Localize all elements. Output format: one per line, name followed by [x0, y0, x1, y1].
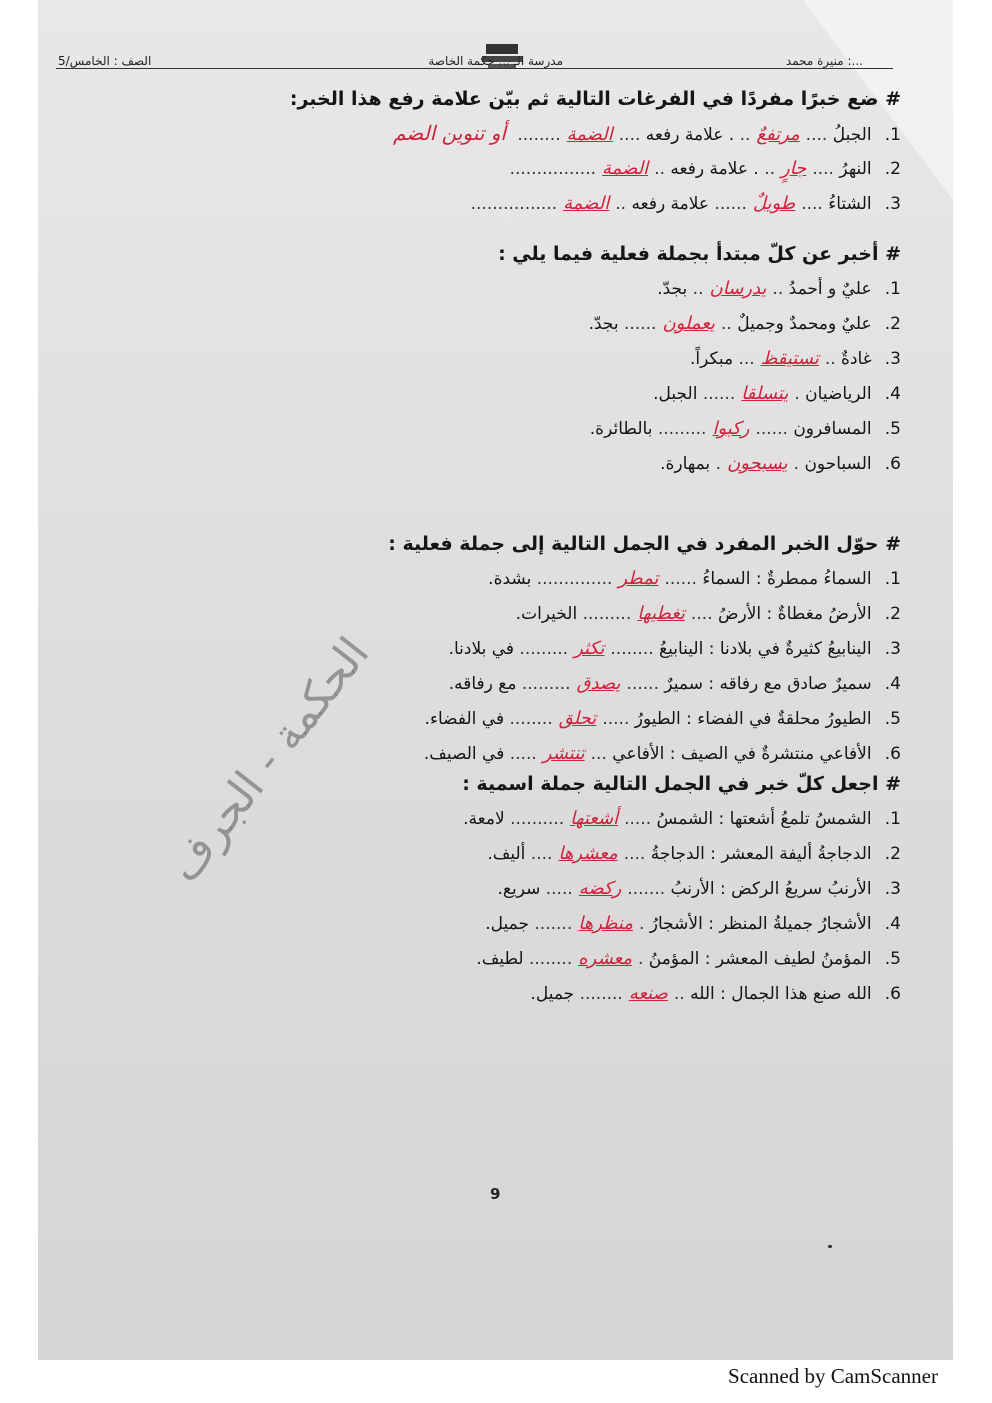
handwritten-answer: يسبحون [726, 453, 788, 474]
section-4-title: # اجعل كلّ خبر في الجمل التالية جملة اسمية : [462, 773, 901, 795]
handwritten-answer: معشرها [558, 843, 618, 864]
handwritten-answer: يدرسان [709, 278, 767, 299]
exercise-item: 1. الجبلُ ....مرتفعٌ.. . علامة رفعه ....الضمة........ أو تنوين الضم [81, 116, 901, 151]
exercise-item: 2. عليٌ ومحمدٌ وجميلٌ ..يعملون...... بجدّ. [588, 313, 901, 334]
section-3 [81, 533, 901, 771]
exercise-item: 1. السماءُ ممطرةٌ : السماءُ ......تمطر.............. بشدة. [488, 568, 901, 589]
exercise-item: 2. الأرضُ مغطاةٌ : الأرضُ ....تغطيها......... الخيرات. [515, 603, 901, 624]
page-number: 9 [490, 1185, 501, 1203]
handwritten-answer: صنعه [628, 983, 668, 1004]
handwritten-answer: يصدق [576, 673, 621, 694]
handwritten-answer: الضمة [563, 193, 610, 214]
handwritten-answer: تمطر [618, 568, 659, 589]
grade-label: الصف : الخامس/5 [58, 54, 152, 68]
exercise-item: 6. الأفاعي منتشرةٌ في الصيف : الأفاعي ...تنتشر..... في الصيف. [423, 743, 901, 764]
handwritten-answer: جارٍ [781, 158, 807, 179]
worksheet-page [38, 0, 953, 1360]
exercise-item: 4. سميرٌ صادق مع رفاقه : سميرٌ ......يصدق......... مع رفاقه. [448, 673, 901, 694]
handwritten-answer: ركضه [578, 878, 622, 899]
handwritten-answer: معشره [578, 948, 632, 969]
handwritten-watermark: الحكمة - الجرف [158, 628, 380, 892]
header-divider [56, 68, 893, 69]
handwritten-answer: تغطيها [637, 603, 685, 624]
exercise-item: 4. الرياضيان .يتسلقا...... الجبل. [653, 383, 901, 404]
handwritten-answer: تستيقظ [760, 348, 819, 369]
exercise-item: 4. الأشجارُ جميلةُ المنظر : الأشجارُ .منظرها....... جميل. [485, 913, 901, 934]
handwritten-answer: تكثر [574, 638, 605, 659]
exercise-item: 2. النهرُ ....جارٍ.. . علامة رفعه ..الضمة................ [509, 158, 901, 179]
handwritten-answer: تنتشر [542, 743, 585, 764]
exercise-item: 1. عليٌ و أحمدُ ..يدرسان.. بجدّ. [657, 278, 901, 299]
exercise-item: 6. الله صنع هذا الجمال : الله ..صنعه........ جميل. [530, 983, 901, 1004]
handwritten-answer: الضمة [566, 124, 613, 145]
ink-dot [828, 1245, 832, 1248]
section-2 [81, 243, 901, 481]
section-2-title: # أخبر عن كلّ مبتدأ بجملة فعلية فيما يلي : [498, 243, 901, 265]
exercise-item: 5. المؤمنُ لطيف المعشر : المؤمنُ .معشره........ لطيف. [476, 948, 901, 969]
handwritten-answer: أشعتها [570, 808, 619, 829]
handwritten-answer: تحلق [558, 708, 597, 729]
handwritten-answer: ركبوا [712, 418, 750, 439]
handwritten-answer: مرتفعٌ [756, 124, 800, 145]
handwritten-answer: يعملون [662, 313, 716, 334]
exercise-item: 3. الينابيعُ كثيرةٌ في بلادنا : الينابيعُ ........تكثر......... في بلادنا. [448, 638, 901, 659]
handwritten-answer: الضمة [602, 158, 649, 179]
section-3-title: # حوّل الخبر المفرد في الجمل التالية إلى جملة فعلية : [388, 533, 901, 555]
page-header [58, 40, 893, 70]
handwritten-note: أو تنوين الضم [393, 121, 506, 145]
exercise-item: 5. الطيورُ محلقةٌ في الفضاء : الطيورُ .....تحلق........ في الفضاء. [424, 708, 901, 729]
teacher-name: ...: منيرة محمد [785, 54, 863, 68]
handwritten-answer: منظرها [578, 913, 633, 934]
exercise-item: 3. غادةٌ ..تستيقظ... مبكراً. [689, 348, 901, 369]
exercise-item: 1. الشمسُ تلمعُ أشعتها : الشمسُ .....أشعتها.......... لامعة. [463, 808, 901, 829]
exercise-item: 3. الأرنبُ سريعُ الركض : الأرنبُ .......ركضه..... سريع. [497, 878, 901, 899]
section-1 [81, 88, 901, 221]
exercise-item: 2. الدجاجةُ أليفة المعشر : الدجاجةُ ....معشرها.... أليف. [487, 843, 901, 864]
handwritten-answer: طويلٌ [752, 193, 796, 214]
exercise-item: 3. الشتاءُ ....طويلٌ...... علامة رفعه ..الضمة................ [470, 193, 901, 214]
school-name: مدرسة الـ ... حكمة الخاصة [428, 54, 563, 68]
section-1-title: # ضع خبرًا مفردًا في الفرغات التالية ثم بيّن علامة رفع هذا الخبر: [289, 88, 901, 110]
scanner-watermark: Scanned by CamScanner [728, 1364, 938, 1388]
exercise-item: 5. المسافرون ......ركبوا......... بالطائرة. [589, 418, 901, 439]
exercise-item: 6. السباحون .يسبحون. بمهارة. [660, 453, 901, 474]
handwritten-answer: يتسلقا [741, 383, 789, 404]
